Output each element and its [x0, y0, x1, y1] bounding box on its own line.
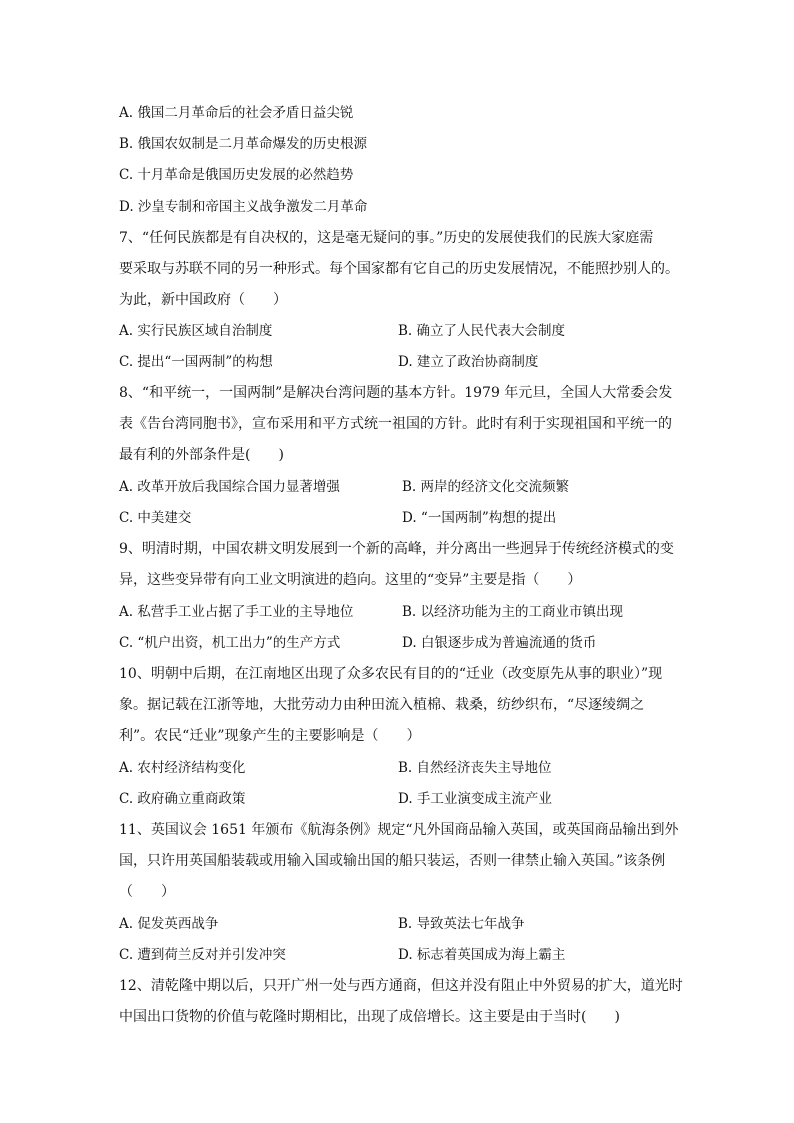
q12-stem-line-1: 12、清乾隆中期以后，只开广州一处与西方通商，但这并没有阻止中外贸易的扩大，道光时: [119, 978, 683, 994]
q10-stem-line-3: 利”。农民“迁业”现象产生的主要影响是（ ）: [119, 728, 421, 744]
q8-option-b: B. 两岸的经济文化交流频繁: [402, 479, 570, 495]
q7-stem-line-3: 为此，新中国政府（ ）: [119, 292, 287, 308]
q8-option-a: A. 改革开放后我国综合国力显著增强: [119, 479, 340, 495]
q6-option-b: B. 俄国农奴制是二月革命爆发的历史根源: [119, 136, 368, 152]
q9-option-b: B. 以经济功能为主的工商业市镇出现: [402, 604, 624, 620]
q11-stem-line-3: （ ）: [119, 884, 175, 900]
q10-stem-line-1: 10、明朝中后期，在江南地区出现了众多农民有目的的“迁业（改变原先从事的职业）”现: [119, 666, 663, 682]
q8-stem-line-1: 8、“和平统一，一国两制”是解决台湾问题的基本方针。1979 年元旦，全国人大常委会发: [119, 385, 673, 401]
q10-option-d: D. 手工业演变成主流产业: [398, 791, 552, 807]
q9-stem-line-2: 异，这些变异带有向工业文明演进的趋向。这里的“变异”主要是指（ ）: [119, 572, 582, 588]
q8-stem-line-2: 表《告台湾同胞书》，宣布采用和平方式统一祖国的方针。此时有利于实现祖国和平统一的: [119, 416, 672, 432]
q6-option-d: D. 沙皇专制和帝国主义战争激发二月革命: [119, 199, 368, 215]
q9-option-c: C. “机户出资，机工出力”的生产方式: [119, 635, 341, 651]
q7-option-c: C. 提出“一国两制”的构想: [119, 354, 273, 370]
q10-option-c: C. 政府确立重商政策: [119, 791, 246, 807]
q11-option-c: C. 遭到荷兰反对并引发冲突: [119, 947, 286, 963]
q8-option-d: D. “一国两制”构想的提出: [402, 510, 557, 526]
q11-option-d: D. 标志着英国成为海上霸主: [398, 947, 566, 963]
q7-option-a: A. 实行民族区域自治制度: [119, 323, 273, 339]
q11-stem-line-1: 11、英国议会 1651 年颁布《航海条例》规定“凡外国商品输入英国，或英国商品输出到外: [119, 822, 679, 838]
q6-option-a: A. 俄国二月革命后的社会矛盾日益尖锐: [119, 105, 354, 121]
q11-option-a: A. 促发英西战争: [119, 916, 219, 932]
q6-option-c: C. 十月革命是俄国历史发展的必然趋势: [119, 167, 354, 183]
q9-option-d: D. 白银逐步成为普遍流通的货币: [402, 635, 597, 651]
q7-option-b: B. 确立了人民代表大会制度: [398, 323, 566, 339]
q9-stem-line-1: 9、明清时期，中国农耕文明发展到一个新的高峰，并分离出一些迥异于传统经济模式的变: [119, 541, 674, 557]
q9-option-a: A. 私营手工业占据了手工业的主导地位: [119, 604, 354, 620]
q8-option-c: C. 中美建交: [119, 510, 192, 526]
q10-option-b: B. 自然经济丧失主导地位: [398, 760, 552, 776]
q8-stem-line-3: 最有利的外部条件是( ): [119, 447, 284, 463]
q11-stem-line-2: 国，只许用英国船装载或用输入国或输出国的船只装运，否则一律禁止输入英国。”该条例: [119, 853, 666, 869]
q12-stem-line-2: 中国出口货物的价值与乾隆时期相比，出现了成倍增长。这主要是由于当时( ): [119, 1009, 620, 1025]
q7-stem-line-2: 要采取与苏联不同的另一种形式。每个国家都有它自己的历史发展情况，不能照抄别人的。: [119, 261, 679, 277]
q10-stem-line-2: 象。据记载在江浙等地，大批劳动力由种田流入植棉、栽桑，纺纱织布，“尽逐绫绸之: [119, 697, 645, 713]
q7-option-d: D. 建立了政治协商制度: [398, 354, 539, 370]
q11-option-b: B. 导致英法七年战争: [398, 916, 525, 932]
q10-option-a: A. 农村经济结构变化: [119, 760, 246, 776]
q7-stem-line-1: 7、“任何民族都是有自决权的，这是毫无疑问的事。”历史的发展使我们的民族大家庭需: [119, 230, 654, 246]
